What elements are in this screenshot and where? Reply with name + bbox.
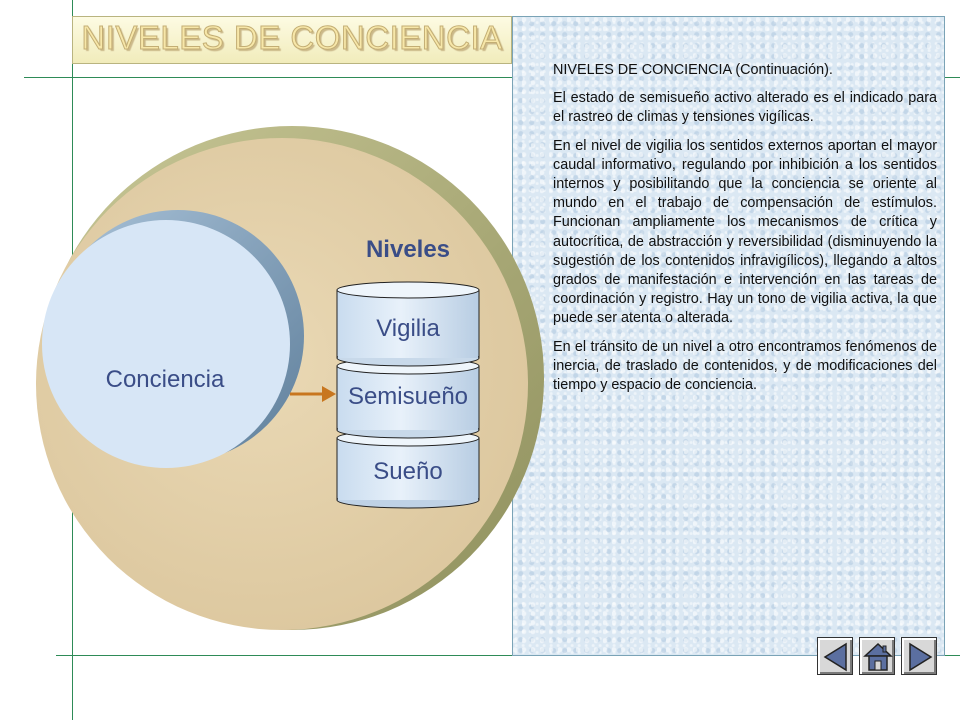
next-slide-button[interactable] <box>901 637 937 675</box>
home-button[interactable] <box>859 637 895 675</box>
triangle-left-icon <box>818 638 854 676</box>
panel-paragraph-3: En el tránsito de un nivel a otro encontramos fenómenos de inercia, de traslado de contenidos, y de modificaciones del tiempo y espacio de conciencia. <box>553 338 937 394</box>
level-label-vigilia: Vigilia <box>376 315 440 342</box>
previous-slide-button[interactable] <box>817 637 853 675</box>
panel-heading: NIVELES DE CONCIENCIA (Continuación). <box>553 62 833 78</box>
level-label-semisueno: Semisueño <box>347 383 469 410</box>
niveles-heading: Niveles <box>365 236 451 263</box>
home-icon <box>860 638 896 676</box>
panel-paragraph-1: El estado de semisueño activo alterado es el indicado para el rastreo de climas y tensiones vigílicas. <box>553 90 937 126</box>
conciencia-label: Conciencia <box>105 366 225 393</box>
conciencia-circle <box>42 220 290 468</box>
level-label-sueno: Sueño <box>373 458 443 485</box>
page-title: NIVELES DE CONCIENCIA <box>81 19 503 56</box>
triangle-right-icon <box>902 638 938 676</box>
panel-paragraph-2: En el nivel de vigilia los sentidos externos aportan el mayor caudal informativo, regulando por inhibición a los sentidos internos y posibilitando que la conciencia se oriente al mundo en el trabajo de compensación de estímulos. Funcionan ampliamente los mecanismos de crítica y autocrítica, de abstracción y reversibilidad (disminuyendo la sugestión de los contenidos infravigílicos), llegando a altos grados de manifestación e intervención en las tareas de coordinación y registro. Hay un tono de vigilia activa, la que puede ser atenta o alterada. <box>553 137 937 327</box>
